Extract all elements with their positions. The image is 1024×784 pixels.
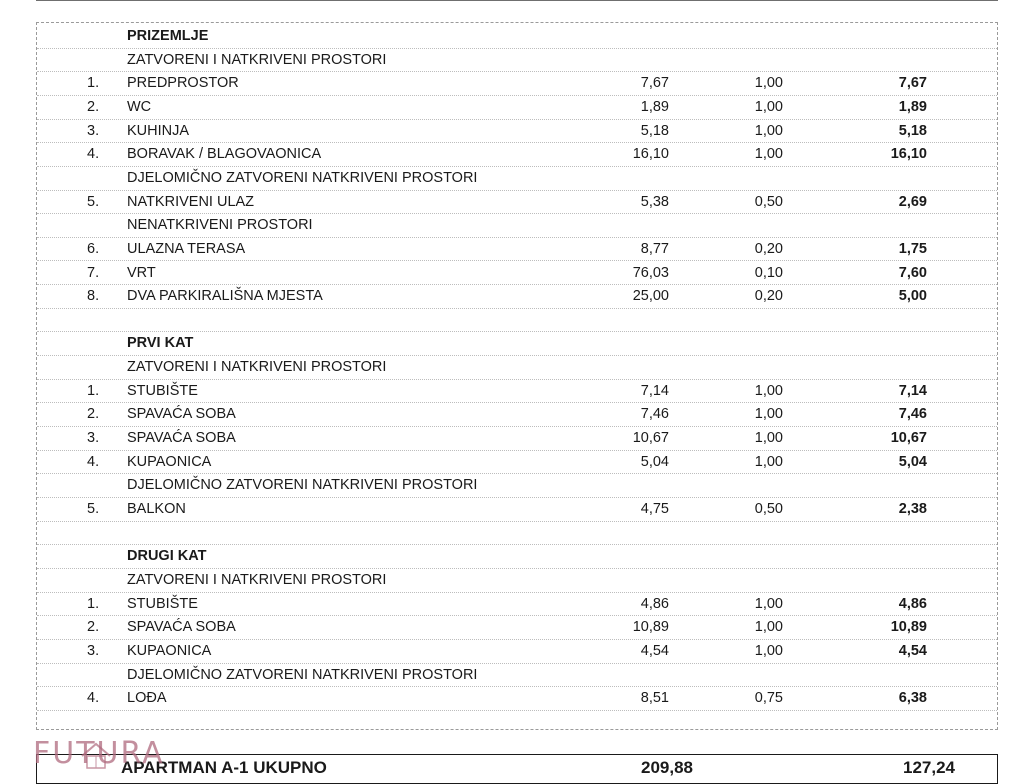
room-area: 5,04 [640,453,669,470]
room-area: 5,38 [640,193,669,210]
row-number: 2. [87,406,100,423]
spacer-row [37,522,997,546]
category-label: DJELOMIČNO ZATVORENI NATKRIVENI PROSTORI [127,477,478,494]
table-row [37,96,997,120]
spacer-row [37,711,997,735]
category-label: ZATVORENI I NATKRIVENI PROSTORI [127,359,387,376]
weighted-area: 10,89 [890,619,927,636]
category-label: DJELOMIČNO ZATVORENI NATKRIVENI PROSTORI [127,169,478,186]
area-coefficient: 1,00 [754,122,783,139]
row-number: 6. [87,240,100,257]
table-row [37,238,997,262]
table-row [37,640,997,664]
area-coefficient: 1,00 [754,406,783,423]
room-name: PREDPROSTOR [127,75,239,92]
row-number: 1. [87,595,100,612]
category-row [37,167,997,191]
row-number: 4. [87,146,100,163]
room-name: NATKRIVENI ULAZ [127,193,255,210]
category-row [37,474,997,498]
area-coefficient: 1,00 [754,75,783,92]
room-name: BORAVAK / BLAGOVAONICA [127,146,322,163]
weighted-area: 10,67 [890,430,927,447]
room-area: 8,51 [640,690,669,707]
room-area: 10,89 [632,619,669,636]
category-label: ZATVORENI I NATKRIVENI PROSTORI [127,571,387,588]
room-name: ULAZNA TERASA [127,240,246,257]
table-row [37,403,997,427]
category-label: ZATVORENI I NATKRIVENI PROSTORI [127,51,387,68]
room-area: 1,89 [640,98,669,115]
floor-heading-row [37,332,997,356]
futura-logo: FUTURA [33,736,165,771]
weighted-area: 7,60 [898,264,927,281]
row-number: 1. [87,382,100,399]
room-area: 7,67 [640,75,669,92]
weighted-area: 6,38 [898,690,927,707]
room-name: STUBIŠTE [127,595,198,612]
total-label: APARTMAN A-1 UKUPNO [121,758,327,777]
table-row [37,498,997,522]
room-area: 4,54 [640,642,669,659]
weighted-area: 1,89 [898,98,927,115]
weighted-area: 4,54 [898,642,927,659]
house-logo-icon [80,740,112,770]
total-summary-row [36,754,998,784]
room-area: 5,18 [640,122,669,139]
weighted-area: 2,38 [898,501,927,517]
room-name: KUPAONICA [127,453,212,470]
row-number: 3. [87,430,100,447]
category-row [37,214,997,238]
table-row [37,143,997,167]
area-coefficient: 0,50 [754,193,783,210]
area-coefficient: 1,00 [754,595,783,612]
weighted-area: 7,46 [898,406,927,423]
table-row [37,191,997,215]
room-area: 76,03 [632,264,669,281]
row-number: 2. [87,619,100,636]
table-row [37,427,997,451]
area-coefficient: 1,00 [754,453,783,470]
weighted-area: 2,69 [898,193,927,210]
category-label: NENATKRIVENI PROSTORI [127,217,313,234]
floor-heading: PRVI KAT [127,335,194,352]
table-row [37,451,997,475]
room-area: 10,67 [632,430,669,447]
category-row [37,664,997,688]
room-name: KUPAONICA [127,642,212,659]
table-row [37,262,997,286]
area-coefficient: 1,00 [754,146,783,163]
area-coefficient: 0,50 [754,501,783,517]
table-row [37,285,997,309]
weighted-area: 4,86 [898,595,927,612]
room-name: VRT [127,264,156,281]
room-area: 7,14 [640,382,669,399]
row-number: 1. [87,75,100,92]
room-name: SPAVAĆA SOBA [127,619,236,636]
room-name: DVA PARKIRALIŠNA MJESTA [127,288,323,305]
room-name: STUBIŠTE [127,382,198,399]
table-row [37,593,997,617]
row-number: 7. [87,264,100,281]
weighted-area: 7,67 [898,75,927,92]
weighted-area: 16,10 [890,146,927,163]
table-row [37,380,997,404]
row-number: 3. [87,122,100,139]
room-name: SPAVAĆA SOBA [127,406,236,423]
area-coefficient: 1,00 [754,430,783,447]
area-coefficient: 0,20 [754,288,783,305]
room-name: KUHINJA [127,122,190,139]
room-name: SPAVAĆA SOBA [127,430,236,447]
category-row [37,49,997,73]
area-coefficient: 1,00 [754,642,783,659]
area-coefficient: 1,00 [754,382,783,399]
table-row [37,72,997,96]
row-number: 4. [87,690,100,707]
floor-heading: DRUGI KAT [127,548,207,565]
weighted-area: 1,75 [898,240,927,257]
row-number: 5. [87,501,100,517]
area-table [36,22,998,730]
row-number: 2. [87,98,100,115]
top-rule [36,0,998,1]
room-area: 4,75 [640,501,669,517]
area-coefficient: 0,20 [754,240,783,257]
category-label: DJELOMIČNO ZATVORENI NATKRIVENI PROSTORI [127,666,478,683]
floor-heading-row [37,25,997,49]
total-area: 209,88 [641,758,693,777]
floor-heading: PRIZEMLJE [127,28,209,44]
floor-heading-row [37,545,997,569]
table-row [37,120,997,144]
category-row [37,356,997,380]
spacer-row [37,309,997,333]
area-coefficient: 0,10 [754,264,783,281]
weighted-area: 5,00 [898,288,927,305]
row-number: 5. [87,193,100,210]
room-name: BALKON [127,501,186,517]
area-coefficient: 1,00 [754,98,783,115]
room-name: LOĐA [127,690,167,707]
category-row [37,569,997,593]
row-number: 3. [87,642,100,659]
row-number: 4. [87,453,100,470]
room-area: 25,00 [632,288,669,305]
weighted-area: 7,14 [898,382,927,399]
row-number: 8. [87,288,100,305]
area-coefficient: 0,75 [754,690,783,707]
weighted-area: 5,18 [898,122,927,139]
room-area: 7,46 [640,406,669,423]
weighted-area: 5,04 [898,453,927,470]
room-area: 8,77 [640,240,669,257]
table-row [37,616,997,640]
area-coefficient: 1,00 [754,619,783,636]
total-weighted-area: 127,24 [903,758,955,777]
room-area: 4,86 [640,595,669,612]
room-name: WC [127,98,152,115]
table-row [37,687,997,711]
room-area: 16,10 [632,146,669,163]
